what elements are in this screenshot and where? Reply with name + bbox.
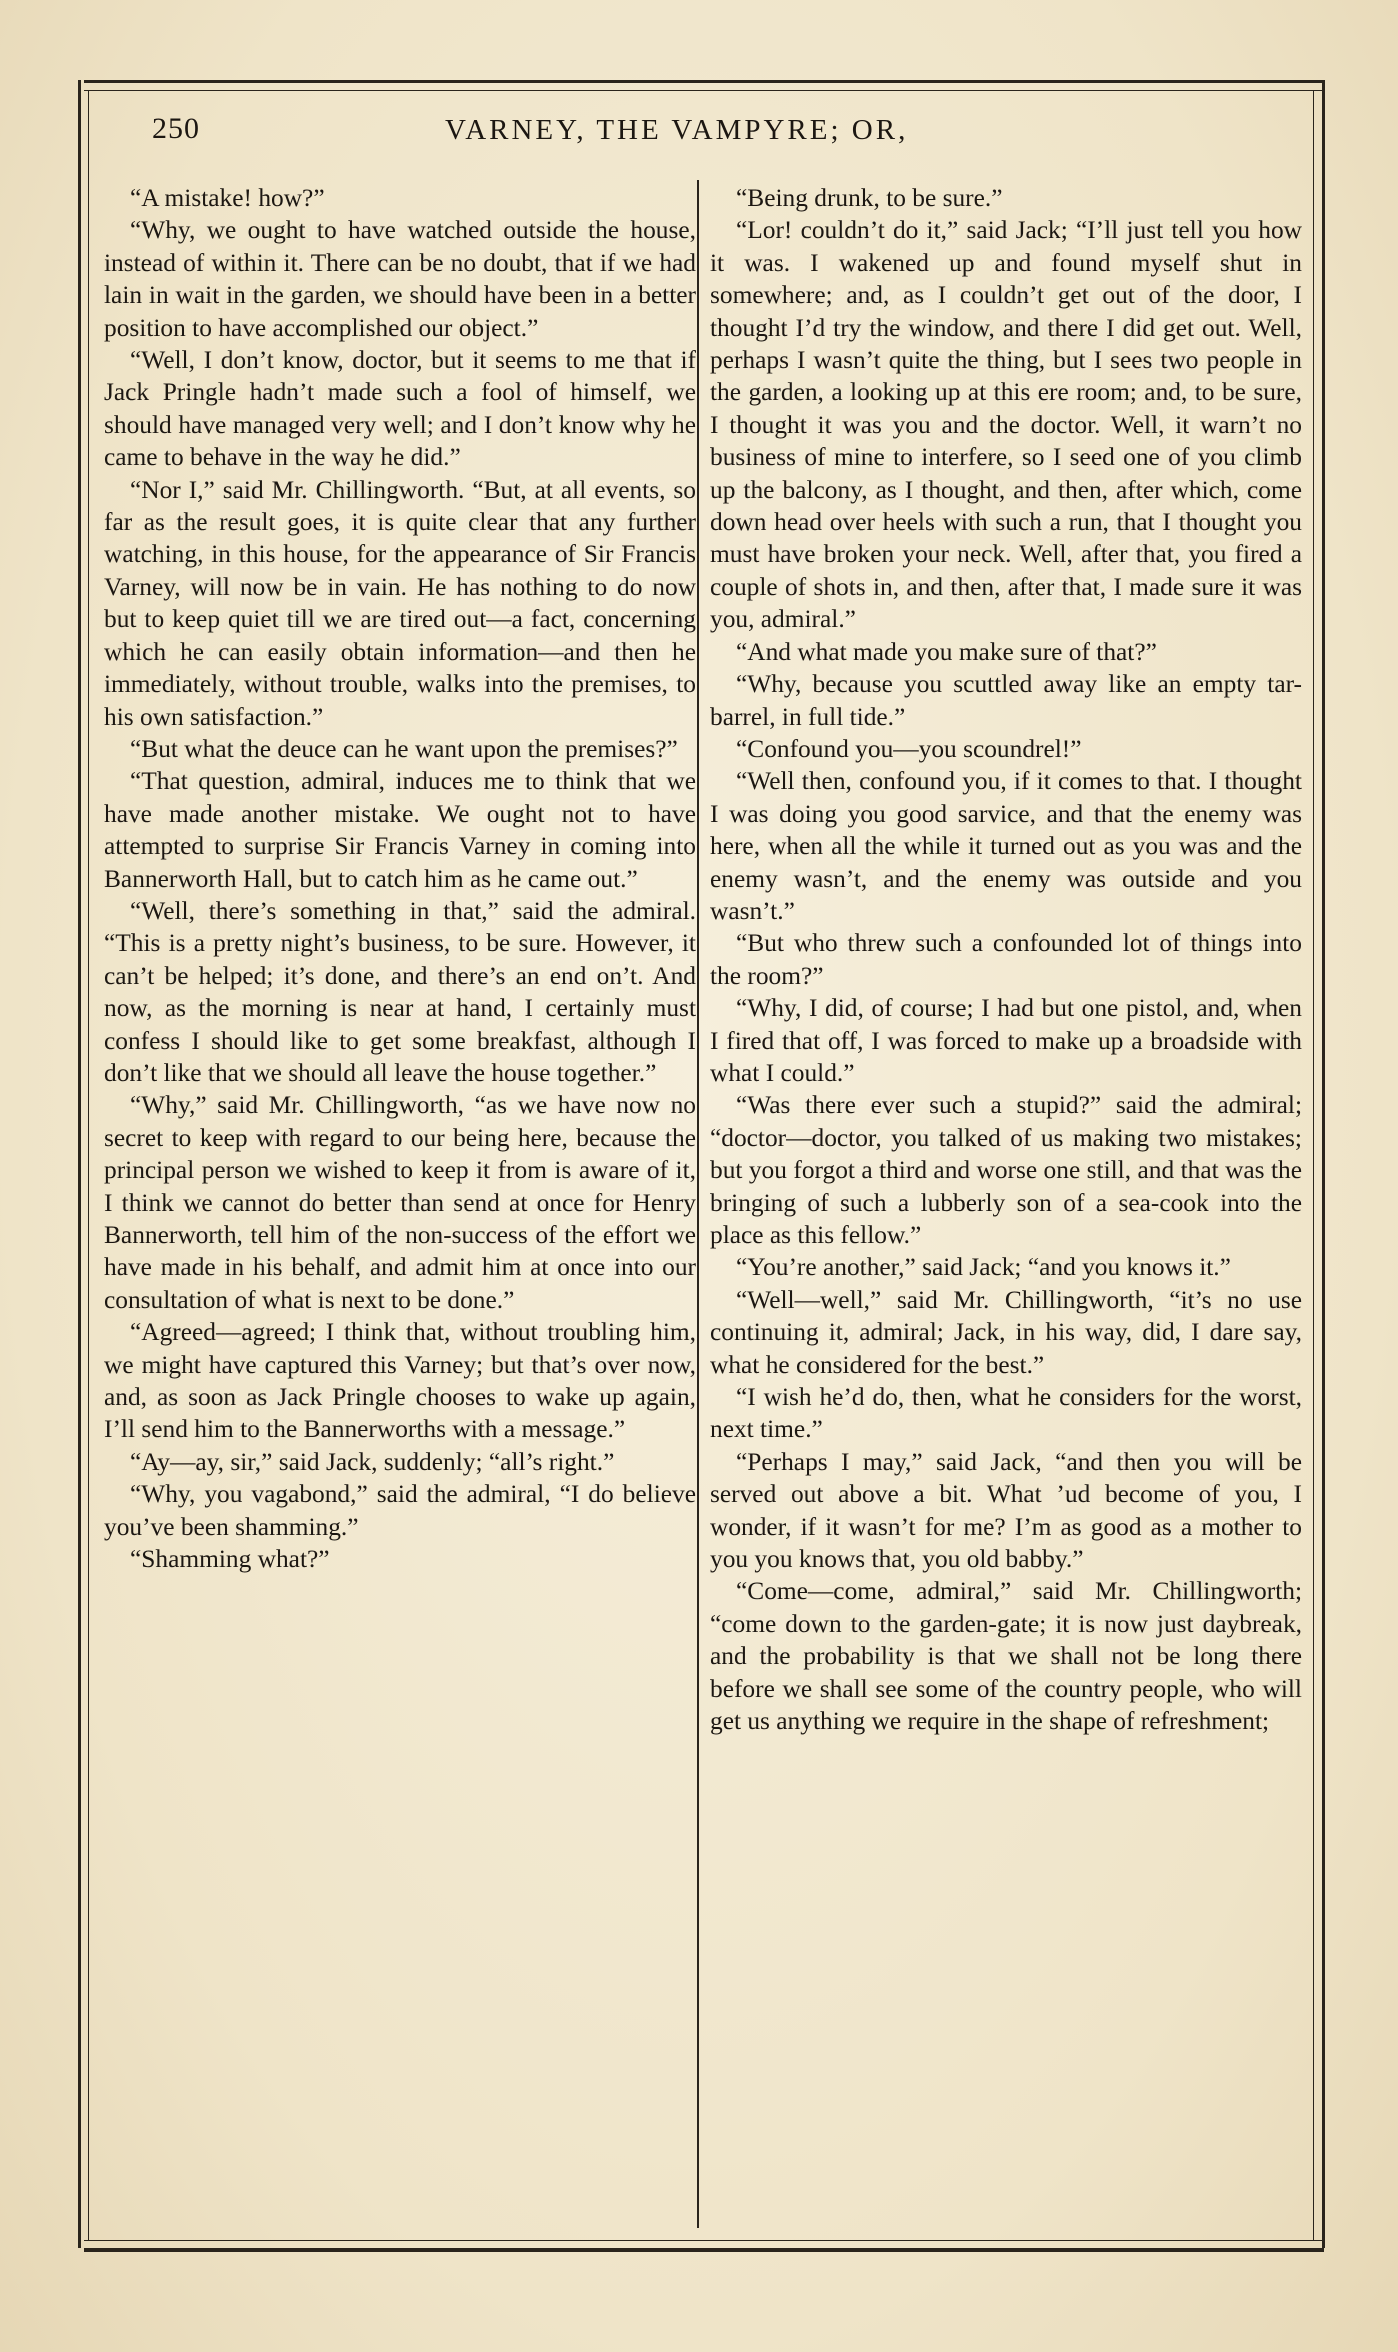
paragraph: “Well then, confound you, if it comes to that. I thought I was doing you good sarvice, and that the enemy was here, when all the while it turned out as you was and the enemy wasn’t, and the enemy was outside and you wasn’t.” [710, 767, 1302, 925]
page-border-bottom [84, 2248, 1324, 2252]
paragraph: “Well, there’s something in that,” said the admiral. “This is a pretty night’s business, to be sure. However, it can’t be helped; it’s done, and there’s an end on’t. And now, as the morning is near at hand, I certainly must confess I should like to get some breakfast, although I don’t like that we should all leave the house together.” [104, 896, 696, 1087]
text-column-right [710, 182, 1302, 1738]
paragraph: “Being drunk, to be sure.” [736, 184, 1003, 212]
paragraph: “Come—come, admiral,” said Mr. Chillingworth; “come down to the garden-gate; it is now just daybreak, and the probability is that we shall not be long there before we shall see some of the country people, who will get us anything we require in the shape of refreshment; [710, 1577, 1302, 1736]
paragraph: “Was there ever such a stupid?” said the admiral; “doctor—doctor, you talked of us making two mistakes; but you forgot a third and worse one still, and that was the bringing of such a lubberly son of a sea-cook into the place as this fellow.” [710, 1091, 1302, 1249]
column-divider [697, 180, 699, 2228]
text-column-left [104, 182, 696, 1575]
paragraph: “Confound you—you scoundrel!” [736, 734, 1082, 763]
paragraph: “I wish he’d do, then, what he considers for the worst, next time.” [710, 1383, 1302, 1444]
page-border-left [78, 80, 81, 2248]
paragraph: “Why, we ought to have watched outside the house, instead of within it. There can be no doubt, that if we had lain in wait in the garden, we should have been in a better position to have accomplished our object.” [104, 216, 696, 342]
paragraph: “But who threw such a confounded lot of things into the room?” [710, 929, 1302, 990]
page-number: 250 [152, 112, 200, 145]
page-border-right [1322, 80, 1325, 2248]
paragraph: “Why, I did, of course; I had but one pistol, and, when I fired that off, I was forced to make up a broadside with what I could.” [710, 994, 1302, 1087]
paragraph: “Well, I don’t know, doctor, but it seems to me that if Jack Pringle hadn’t made such a fool of himself, we should have managed very well; and I don’t know why he came to behave in the way he did.” [104, 346, 696, 472]
paragraph: “Ay—ay, sir,” said Jack, suddenly; “all’s right.” [130, 1447, 615, 1476]
page-header [100, 106, 1300, 166]
page-border-bottom-inner [84, 2240, 1324, 2241]
paragraph: “But what the deuce can he want upon the premises?” [130, 734, 678, 763]
paragraph: “Lor! couldn’t do it,” said Jack; “I’ll just tell you how it was. I wakened up and found myself shut in somewhere; and, as I couldn’t get out of the door, I thought I’d try the window, and there I did get out. Well, perhaps I wasn’t quite the thing, but I sees two people in the garden, a looking up at this ere room; and, to be sure, I thought it was you and the doctor. Well, it warn’t no business of mine to interfere, so I seed one of you climb up the balcony, as I thought, and then, after which, come down head over heels with such a run, that I thought you must have broken your neck. Well, after that, you fired a couple of shots in, and then, after that, I made sure it was you, admiral.” [710, 216, 1302, 634]
paragraph: “Why, because you scuttled away like an empty tar-barrel, in full tide.” [710, 670, 1302, 731]
paragraph: “That question, admiral, induces me to think that we have made another mistake. We ought not to have attempted to surprise Sir Francis Varney in coming into Bannerworth Hall, but to catch him as he came out.” [104, 767, 696, 893]
paragraph: “Shamming what?” [130, 1545, 330, 1574]
paragraph: “Nor I,” said Mr. Chillingworth. “But, at all events, so far as the result goes, it is quite clear that any further watching, in this house, for the appearance of Sir Francis Varney, will now be in vain. He has nothing to do now but to keep quiet till we are tired out—a fact, concerning which he can easily obtain information—and then he immediately, without trouble, walks into the premises, to his own satisfaction.” [104, 475, 696, 731]
page-border-top-inner [84, 90, 1324, 91]
page-border-right-inner [1313, 90, 1314, 2240]
paragraph: “You’re another,” said Jack; “and you knows it.” [736, 1253, 1231, 1282]
page-border-top [84, 80, 1324, 83]
paragraph: “And what made you make sure of that?” [736, 637, 1157, 666]
paragraph: “Well—well,” said Mr. Chillingworth, “it’s no use continuing it, admiral; Jack, in his way, did, I dare say, what he considered for the best.” [710, 1285, 1302, 1379]
paragraph: “Why,” said Mr. Chillingworth, “as we have now no secret to keep with regard to our being here, because the principal person we wished to keep it from is aware of it, I think we cannot do better than send at once for Henry Bannerworth, tell him of the non-success of the effort we have made in his behalf, and admit him at once into our consultation of what is next to be done.” [104, 1091, 696, 1314]
paragraph: “Why, you vagabond,” said the admiral, “I do believe you’ve been shamming.” [104, 1480, 696, 1541]
running-title: VARNEY, THE VAMPYRE; OR, [445, 114, 909, 146]
paragraph: “Agreed—agreed; I think that, without troubling him, we might have captured this Varney; but that’s over now, and, as soon as Jack Pringle chooses to wake up again, I’ll send him to the Bannerworths with a message.” [104, 1318, 696, 1444]
page-border-left-inner [88, 90, 89, 2240]
paragraph: “A mistake! how?” [130, 184, 325, 212]
paragraph: “Perhaps I may,” said Jack, “and then you will be served out above a bit. What ’ud become of you, I wonder, if it wasn’t for me? I’m as good as a mother to you you knows that, you old babby.” [710, 1447, 1302, 1574]
